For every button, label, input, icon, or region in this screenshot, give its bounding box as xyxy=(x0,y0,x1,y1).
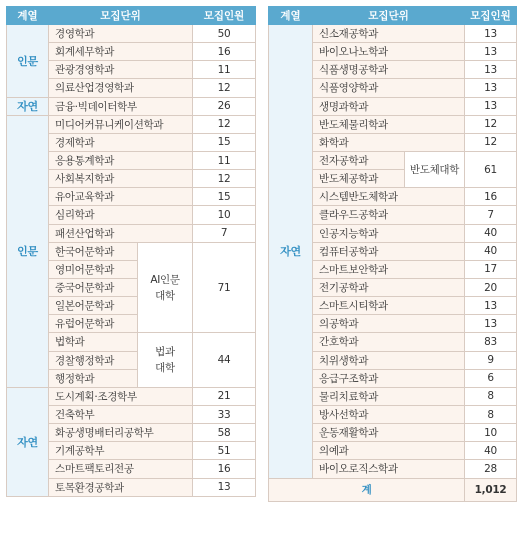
total-label: 계 xyxy=(269,478,465,501)
unit-count: 12 xyxy=(465,115,517,133)
unit-name: 전기공학과 xyxy=(313,278,465,296)
right-admission-table xyxy=(268,6,517,502)
unit-count: 13 xyxy=(465,97,517,115)
unit-count: 10 xyxy=(465,424,517,442)
header-count: 모집인원 xyxy=(465,7,517,25)
unit-count: 11 xyxy=(193,61,256,79)
unit-name: 미디어커뮤니케이션학과 xyxy=(49,115,193,133)
unit-count: 16 xyxy=(193,460,256,478)
unit-name: 바이오로직스학과 xyxy=(313,460,465,478)
unit-name: 응용통계학과 xyxy=(49,151,193,169)
college-group-count: 44 xyxy=(193,333,256,387)
unit-name: 스마트보안학과 xyxy=(313,260,465,278)
unit-count: 13 xyxy=(465,43,517,61)
left-header-row xyxy=(7,7,256,25)
unit-name: 의예과 xyxy=(313,442,465,460)
unit-name: 스마트팩토리전공 xyxy=(49,460,193,478)
unit-count: 51 xyxy=(193,442,256,460)
unit-count: 28 xyxy=(465,460,517,478)
unit-count: 10 xyxy=(193,206,256,224)
unit-name: 토목환경공학과 xyxy=(49,478,193,496)
unit-count: 21 xyxy=(193,387,256,405)
unit-count: 7 xyxy=(465,206,517,224)
unit-count: 6 xyxy=(465,369,517,387)
table-row xyxy=(7,25,256,43)
unit-count: 16 xyxy=(465,188,517,206)
unit-count: 13 xyxy=(465,315,517,333)
category-label: 자연 xyxy=(7,387,49,496)
unit-name: 식품영양학과 xyxy=(313,79,465,97)
unit-name: 사회복지학과 xyxy=(49,170,193,188)
right-header-row xyxy=(269,7,517,25)
unit-count: 50 xyxy=(193,25,256,43)
category-label: 자연 xyxy=(7,97,49,115)
unit-name: 유아교육학과 xyxy=(49,188,193,206)
unit-name: 의공학과 xyxy=(313,315,465,333)
college-group-count: 71 xyxy=(193,242,256,333)
header-category: 계열 xyxy=(269,7,313,25)
unit-name: 유럽어문학과 xyxy=(49,315,138,333)
unit-name: 법학과 xyxy=(49,333,138,351)
college-group-label: 반도체대학 xyxy=(405,151,465,187)
unit-count: 12 xyxy=(193,115,256,133)
unit-name: 의료산업경영학과 xyxy=(49,79,193,97)
unit-count: 11 xyxy=(193,151,256,169)
unit-count: 33 xyxy=(193,405,256,423)
unit-name: 인공지능학과 xyxy=(313,224,465,242)
unit-name: 중국어문학과 xyxy=(49,278,138,296)
unit-count: 20 xyxy=(465,278,517,296)
unit-count: 12 xyxy=(465,133,517,151)
total-row xyxy=(269,478,517,501)
category-label: 인문 xyxy=(7,115,49,387)
unit-name: 생명과학과 xyxy=(313,97,465,115)
unit-name: 시스템반도체학과 xyxy=(313,188,465,206)
unit-name: 화학과 xyxy=(313,133,465,151)
unit-count: 8 xyxy=(465,405,517,423)
table-row xyxy=(7,387,256,405)
unit-count: 40 xyxy=(465,442,517,460)
right-table-body xyxy=(269,25,517,502)
unit-name: 패션산업학과 xyxy=(49,224,193,242)
unit-name: 경영학과 xyxy=(49,25,193,43)
unit-name: 신소재공학과 xyxy=(313,25,465,43)
unit-name: 운동재활학과 xyxy=(313,424,465,442)
college-group-label: 법과 대학 xyxy=(138,333,193,387)
table-row xyxy=(7,115,256,133)
unit-count: 9 xyxy=(465,351,517,369)
unit-name: 전자공학과 xyxy=(313,151,405,169)
left-table-body xyxy=(7,25,256,497)
unit-count: 58 xyxy=(193,424,256,442)
category-label: 자연 xyxy=(269,25,313,479)
unit-name: 물리치료학과 xyxy=(313,387,465,405)
unit-name: 반도체물리학과 xyxy=(313,115,465,133)
unit-count: 12 xyxy=(193,170,256,188)
unit-name: 일본어문학과 xyxy=(49,297,138,315)
unit-name: 경제학과 xyxy=(49,133,193,151)
unit-count: 13 xyxy=(193,478,256,496)
unit-count: 7 xyxy=(193,224,256,242)
unit-name: 행정학과 xyxy=(49,369,138,387)
unit-name: 응급구조학과 xyxy=(313,369,465,387)
left-admission-table xyxy=(6,6,256,497)
unit-name: 바이오나노학과 xyxy=(313,43,465,61)
unit-name: 반도체공학과 xyxy=(313,170,405,188)
unit-count: 12 xyxy=(193,79,256,97)
unit-name: 화공생명배터리공학부 xyxy=(49,424,193,442)
header-category: 계열 xyxy=(7,7,49,25)
unit-name: 건축학부 xyxy=(49,405,193,423)
unit-count: 40 xyxy=(465,242,517,260)
unit-name: 도시계획·조경학부 xyxy=(49,387,193,405)
category-label: 인문 xyxy=(7,25,49,98)
unit-count: 13 xyxy=(465,79,517,97)
unit-name: 기계공학부 xyxy=(49,442,193,460)
unit-name: 간호학과 xyxy=(313,333,465,351)
unit-count: 13 xyxy=(465,297,517,315)
unit-count: 15 xyxy=(193,133,256,151)
unit-name: 관광경영학과 xyxy=(49,61,193,79)
unit-name: 심리학과 xyxy=(49,206,193,224)
unit-name: 한국어문학과 xyxy=(49,242,138,260)
unit-count: 15 xyxy=(193,188,256,206)
unit-name: 금융·빅데이터학부 xyxy=(49,97,193,115)
table-row xyxy=(269,25,517,43)
total-count: 1,012 xyxy=(465,478,517,501)
unit-count: 8 xyxy=(465,387,517,405)
header-unit: 모집단위 xyxy=(313,7,465,25)
unit-name: 스마트시티학과 xyxy=(313,297,465,315)
unit-name: 영미어문학과 xyxy=(49,260,138,278)
header-count: 모집인원 xyxy=(193,7,256,25)
unit-name: 방사선학과 xyxy=(313,405,465,423)
unit-name: 회계세무학과 xyxy=(49,43,193,61)
unit-count: 13 xyxy=(465,61,517,79)
college-group-count: 61 xyxy=(465,151,517,187)
unit-count: 16 xyxy=(193,43,256,61)
unit-name: 식품생명공학과 xyxy=(313,61,465,79)
header-unit: 모집단위 xyxy=(49,7,193,25)
unit-count: 26 xyxy=(193,97,256,115)
unit-name: 클라우드공학과 xyxy=(313,206,465,224)
unit-count: 13 xyxy=(465,25,517,43)
unit-name: 컴퓨터공학과 xyxy=(313,242,465,260)
unit-name: 경찰행정학과 xyxy=(49,351,138,369)
unit-count: 40 xyxy=(465,224,517,242)
table-row xyxy=(7,97,256,115)
unit-count: 83 xyxy=(465,333,517,351)
unit-name: 치위생학과 xyxy=(313,351,465,369)
unit-count: 17 xyxy=(465,260,517,278)
college-group-label: AI인문 대학 xyxy=(138,242,193,333)
